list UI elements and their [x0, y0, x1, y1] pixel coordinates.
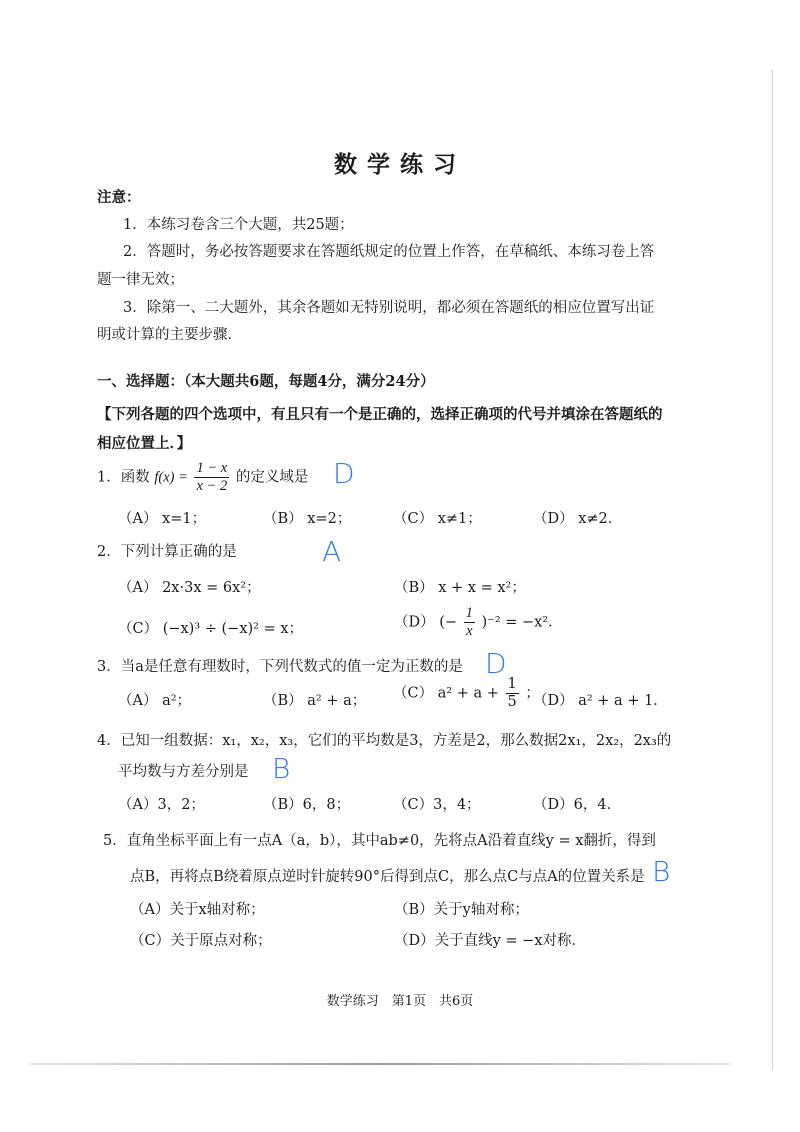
option-a: （A）3，2； — [118, 797, 205, 813]
question-2-stem: 2．下列计算正确的是 — [97, 544, 237, 560]
option-b: （B）关于y轴对称； — [394, 902, 529, 918]
fraction — [464, 605, 475, 640]
option-c-prefix: （C） a² + a + — [393, 685, 499, 702]
option-b: （B） x=2； — [263, 511, 352, 527]
option-d — [394, 605, 563, 640]
option-b: （B）6，8； — [263, 797, 351, 813]
question-4-stem: 4．已知一组数据：x₁，x₂，x₃，它们的平均数是3，方差是2，那么数据2x₁，2x₂，2x₃的 — [97, 733, 672, 749]
section-instruction: 相应位置上．】 — [97, 435, 192, 452]
handwritten-answer: D — [485, 647, 507, 680]
notice-line: 题一律无效； — [97, 272, 184, 288]
option-c: （C） (−x)³ ÷ (−x)² = x； — [118, 621, 304, 637]
option-d: （D） a² + a + 1． — [533, 693, 668, 709]
page-footer: 数学练习 第1页 共6页 — [326, 994, 474, 1009]
fraction-numerator: 1 − x — [196, 460, 228, 476]
page-edge-right — [772, 70, 773, 1070]
notice-line: 2．答题时，务必按答题要求在答题纸规定的位置上作答，在草稿纸、本练习卷上答 — [123, 244, 655, 260]
option-c: （C）3，4； — [393, 797, 481, 813]
notice-line: 1．本练习卷含三个大题，共25题； — [123, 217, 354, 233]
question-text: 的定义域是 — [235, 469, 309, 486]
fraction-numerator: 1 — [507, 676, 517, 692]
handwritten-answer: B — [272, 752, 291, 785]
section-instruction: 【下列各题的四个选项中，有且只有一个是正确的，选择正确项的代号并填涂在答题纸的 — [97, 406, 663, 423]
handwritten-answer: B — [652, 855, 671, 888]
handwritten-answer: D — [333, 457, 355, 490]
option-d: （D） x≠2． — [533, 511, 623, 527]
page-edge-bottom — [30, 1063, 730, 1065]
fraction — [506, 676, 519, 711]
notice-line: 明或计算的主要步骤． — [97, 327, 242, 343]
section-header: 一、选择题：（本大题共6题，每题4分，满分24分） — [97, 373, 435, 390]
question-5-stem-cont: 点B，再将点B绕着原点逆时针旋转90°后得到点C，那么点C与点A的位置关系是 — [130, 869, 645, 885]
question-number: 1．函数 — [97, 469, 150, 486]
handwritten-answer: A — [322, 535, 342, 568]
question-1-stem — [97, 460, 308, 495]
question-3-stem: 3．当a是任意有理数时，下列代数式的值一定为正数的是 — [97, 659, 463, 675]
page-title: 数学练习 — [334, 151, 466, 178]
fraction-numerator: 1 — [465, 605, 473, 621]
option-a: （A）关于x轴对称； — [130, 902, 265, 918]
option-d: （D）6，4． — [533, 797, 622, 813]
option-a: （A） 2x·3x = 6x²； — [118, 580, 261, 596]
fraction-denominator: 5 — [507, 694, 517, 710]
question-4-stem-cont: 平均数与方差分别是 — [118, 764, 249, 780]
option-c-suffix: ； — [525, 685, 540, 702]
option-b: （B） a² + a； — [263, 693, 367, 709]
notice-label: 注意： — [97, 189, 141, 206]
fraction-denominator: x − 2 — [196, 478, 228, 494]
option-d: （D）关于直线y = −x对称． — [394, 933, 587, 949]
option-c: （C） x≠1； — [393, 511, 482, 527]
option-a: （A） a²； — [118, 693, 192, 709]
notice-line: 3．除第一、二大题外，其余各题如无特别说明，都必须在答题纸的相应位置写出证 — [123, 300, 655, 316]
option-c: （C）关于原点对称； — [130, 933, 272, 949]
option-b: （B） x + x = x²； — [394, 580, 526, 596]
option-a: （A） x=1； — [118, 511, 207, 527]
fraction — [194, 460, 229, 495]
option-d-suffix: )⁻² = −x²． — [481, 614, 563, 631]
fraction-denominator: x — [466, 623, 473, 639]
option-d-prefix: （D） (− — [394, 614, 458, 631]
question-5-stem: 5．直角坐标平面上有一点A（a，b），其中ab≠0，先将点A沿着直线y = x翻折，得到 — [103, 833, 656, 849]
function-expression: f(x) = — [154, 469, 188, 486]
option-c — [393, 676, 540, 711]
